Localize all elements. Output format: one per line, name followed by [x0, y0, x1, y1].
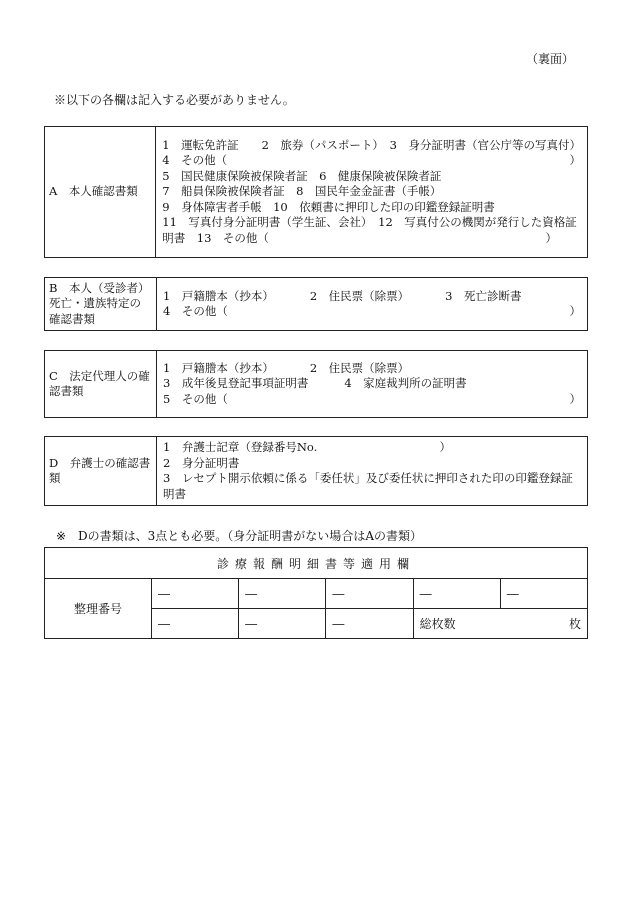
section-a-line-1: 1 運転免許証 2 旅券（パスポート） 3 身分証明書（官公庁等の写真付） — [162, 137, 581, 152]
section-c-label: C 法定代理人の確認書類 — [45, 351, 157, 418]
section-a-other-13: 明書 13 その他（ — [162, 230, 269, 245]
section-b-table — [44, 277, 588, 331]
section-d-item-1: 1 弁護士記章（登録番号No. — [163, 440, 318, 454]
section-b-line-1 — [163, 289, 581, 305]
section-d-label: D 弁護士の確認書類 — [45, 437, 157, 506]
section-d-line-1 — [163, 440, 581, 456]
section-c-content — [157, 351, 588, 418]
paren-close: ） — [569, 153, 581, 168]
section-a-line-5: 9 身体障害者手帳 10 依頼書に押印した印の印鑑登録証明書 — [162, 199, 495, 214]
section-a-line-6: 11 写真付身分証明書（学生証、会社） 12 写真付公の機関が発行した資格証 — [162, 215, 577, 230]
section-c-item-1: 1 戸籍謄本（抄本） — [163, 360, 274, 375]
note-d: ※ Dの書類は、3点とも必要。（身分証明書がない場合はAの書類） — [56, 529, 422, 543]
section-d-table — [44, 436, 588, 506]
section-d-line-2: 2 身分証明書 — [163, 455, 240, 470]
paren-close: ） — [569, 304, 581, 318]
section-d-line-4: 明書 — [163, 486, 186, 501]
section-a-table — [44, 126, 588, 258]
section-c-line-3 — [163, 392, 581, 408]
grid-cell: ― — [500, 579, 587, 609]
grid-cell: ― — [326, 579, 413, 609]
seiri-number-label: 整理番号 — [45, 579, 152, 639]
section-b-item-1: 1 戸籍謄本（抄本） — [163, 288, 274, 303]
section-a-line-3: 5 国民健康保険被保険者証 6 健康保険被保険者証 — [162, 168, 442, 183]
grid-cell: ― — [413, 579, 500, 609]
section-a-line-4: 7 船員保険被保険者証 8 国民年金金証書（手帳） — [162, 184, 442, 199]
section-a-line-7 — [162, 231, 581, 247]
grid-header: 診療報酬明細書等適用欄 — [45, 548, 588, 579]
section-a-other-4: 4 その他（ — [162, 153, 228, 168]
paren-close: ） — [545, 230, 557, 245]
section-d-content — [157, 437, 588, 506]
section-b-label: B 本人（受診者）死亡・遺族特定の確認書類 — [45, 278, 157, 331]
section-c-line-2 — [163, 376, 581, 392]
section-a-line-2 — [162, 153, 581, 169]
page-side-label: （裏面） — [525, 52, 574, 66]
section-a-label: A 本人確認書類 — [45, 127, 156, 258]
grid-cell: ― — [151, 579, 238, 609]
grid-cell: ― — [326, 609, 413, 639]
section-a-content — [156, 127, 588, 258]
statement-grid — [44, 547, 588, 639]
section-b-content — [157, 278, 588, 331]
section-c-item-4: 4 家庭裁判所の証明書 — [344, 376, 467, 391]
total-sheets-cell — [413, 609, 587, 639]
total-sheets-label: 総枚数 — [419, 617, 456, 631]
section-c-line-1 — [163, 361, 581, 377]
paren-close: ） — [439, 440, 451, 454]
note-top: ※以下の各欄は記入する必要がありません。 — [54, 93, 295, 107]
section-b-item-3: 3 死亡診断書 — [445, 288, 522, 303]
section-b-line-2 — [163, 304, 581, 320]
grid-cell: ― — [239, 579, 326, 609]
grid-cell: ― — [151, 609, 238, 639]
paren-close: ） — [569, 391, 581, 406]
section-c-other-5: 5 その他（ — [163, 391, 228, 406]
section-c-item-2: 2 住民票（除票） — [309, 360, 410, 375]
section-d-line-3: 3 レセプト開示依頼に係る「委任状」及び委任状に押印された印の印鑑登録証 — [163, 471, 573, 485]
grid-cell: ― — [239, 609, 326, 639]
section-b-other-4: 4 その他（ — [163, 304, 228, 318]
section-c-table — [44, 350, 588, 418]
section-b-item-2: 2 住民票（除票） — [309, 288, 410, 303]
section-c-item-3: 3 成年後見登記事項証明書 — [163, 376, 309, 391]
total-sheets-unit: 枚 — [568, 617, 581, 631]
